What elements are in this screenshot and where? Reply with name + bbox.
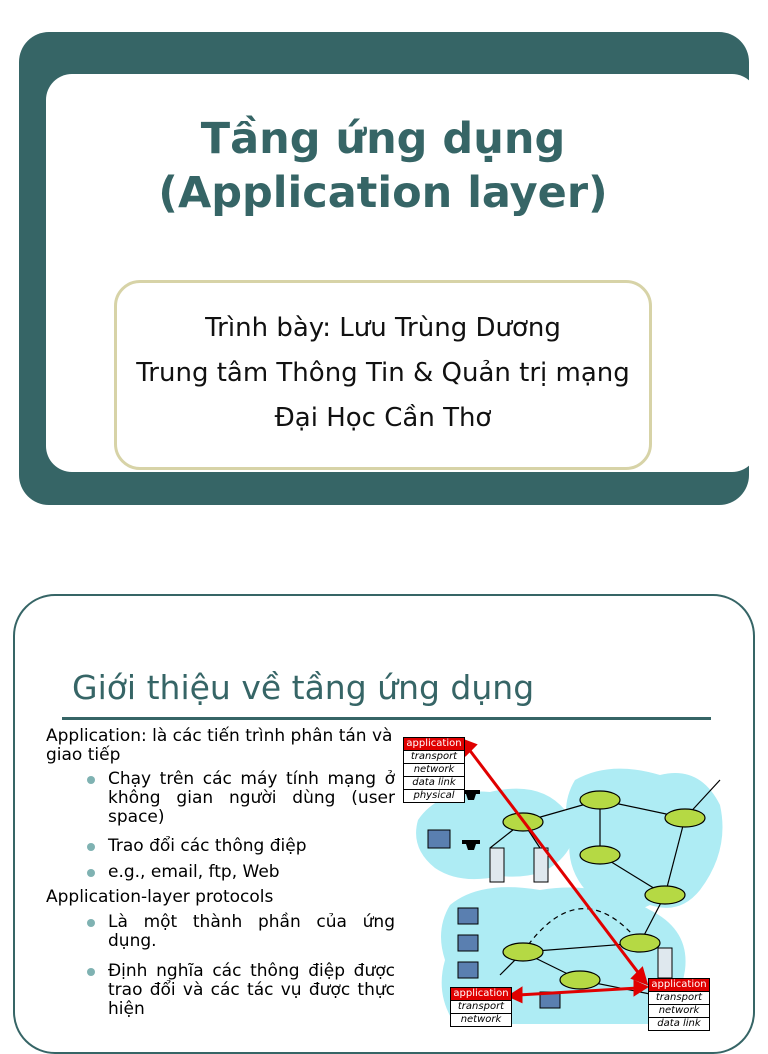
router-icon [580, 791, 620, 809]
stack-layer-network: network [451, 1013, 511, 1026]
bullet-level2 [108, 770, 395, 827]
stack-layer-application: application [451, 988, 511, 1000]
content-slide-title: Giới thiệu về tầng ứng dụng [72, 668, 535, 707]
router-icon [560, 971, 600, 989]
bullet-text: e.g., email, ftp, Web [108, 862, 280, 882]
computer-icon [428, 830, 450, 848]
presenter-name: Trình bày: Lưu Trùng Dương [205, 313, 561, 343]
stack-layer-transport: transport [404, 750, 464, 763]
computer-icon [458, 908, 478, 924]
router-icon [665, 809, 705, 827]
protocol-stack-bottom-right [648, 978, 710, 1031]
bullet-dot [87, 776, 95, 784]
stack-layer-physical: physical [404, 789, 464, 802]
bullet-level2 [108, 962, 395, 1019]
bullet-dot [87, 869, 95, 877]
bullet-text: Là một thành phần của ứng dụng. [108, 912, 395, 951]
router-icon [503, 943, 543, 961]
server-icon [658, 948, 672, 978]
stack-layer-datalink: data link [649, 1017, 709, 1030]
protocol-stack-top [403, 737, 465, 803]
bullet-dot [87, 919, 95, 927]
stack-layer-transport: transport [649, 991, 709, 1004]
server-icon [490, 848, 504, 882]
bullet-dot [87, 968, 95, 976]
slide-title-line2: (Application layer) [158, 168, 608, 218]
stack-layer-transport: transport [451, 1000, 511, 1013]
protocol-stack-bottom-left [450, 987, 512, 1027]
bullet-text: Chạy trên các máy tính mạng ở không gian người dùng (user space) [108, 769, 395, 827]
slide-title-line1: Tầng ứng dụng [200, 114, 566, 164]
router-icon [580, 846, 620, 864]
bullet-dot [87, 843, 95, 851]
router-icon [645, 886, 685, 904]
stack-layer-application: application [649, 979, 709, 991]
bullet-text: Định nghĩa các thông điệp được trao đổi và các tác vụ được thực hiện [108, 961, 395, 1019]
bullet-level1: Application-layer protocols [46, 887, 274, 907]
presenter-box [114, 280, 652, 470]
bullet-level2 [108, 863, 395, 882]
title-divider [62, 717, 711, 720]
bullet-level1: Application: là các tiến trình phân tán và giao tiếp [46, 726, 393, 765]
university: Đại Học Cần Thơ [274, 403, 492, 433]
bullet-level2 [108, 913, 395, 951]
stack-layer-datalink: data link [404, 776, 464, 789]
stack-layer-network: network [649, 1004, 709, 1017]
slide-title [27, 112, 739, 220]
router-icon [620, 934, 660, 952]
bullet-level2 [108, 837, 395, 856]
organization: Trung tâm Thông Tin & Quản trị mạng [136, 358, 630, 388]
bullet-text: Trao đổi các thông điệp [108, 836, 307, 856]
computer-icon [458, 935, 478, 951]
computer-icon [458, 962, 478, 978]
network-diagram [400, 730, 768, 1029]
stack-layer-network: network [404, 763, 464, 776]
stack-layer-application: application [404, 738, 464, 750]
